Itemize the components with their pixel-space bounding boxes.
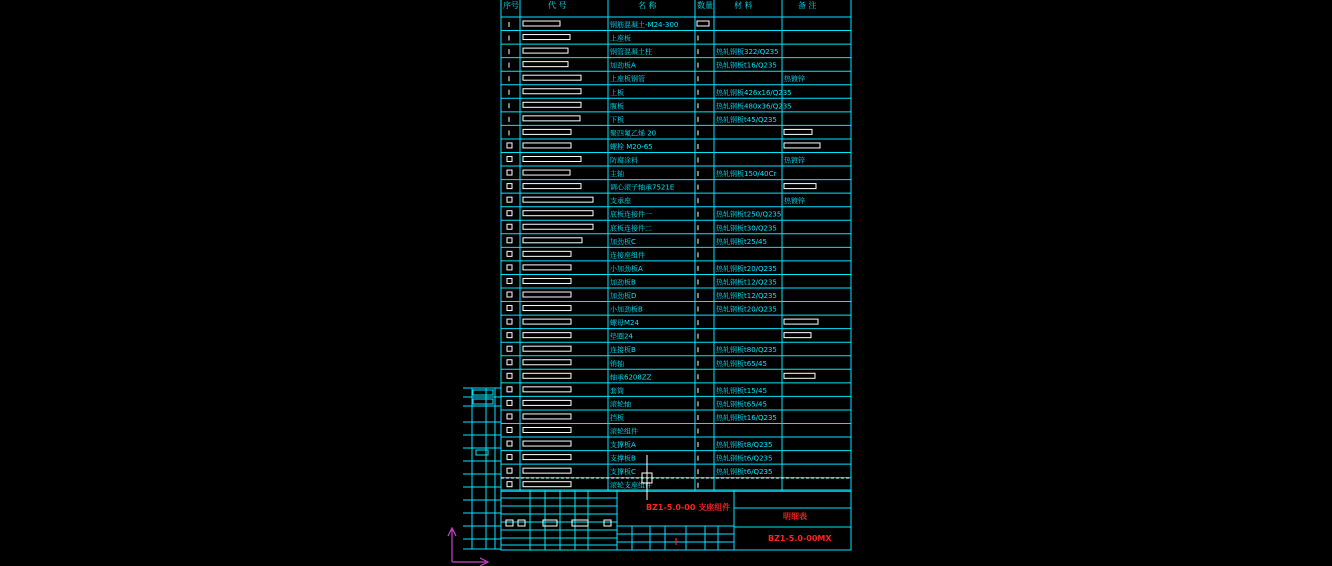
row-material: 热轧钢板t65/45 [716, 400, 767, 409]
row-name: 聚四氟乙烯 20 [610, 129, 657, 138]
row-name: 调心滚子轴承7521E [610, 183, 675, 192]
row-name: 加劲板A [610, 61, 636, 70]
row-name: 上座板 [610, 34, 631, 43]
row-material: 热轧钢板t12/Q235 [716, 292, 777, 300]
row-name: 加劲板B [610, 278, 636, 287]
row-material: 热轧钢板t20/Q235 [716, 264, 777, 273]
row-material: 热轧钢板t45/Q235 [716, 115, 777, 124]
row-material: 热轧钢板t25/45 [716, 237, 767, 246]
row-name: 连接板B [610, 346, 636, 355]
row-material: 热轧钢板t16/Q235 [716, 413, 777, 422]
row-name: 底板连接件二 [610, 224, 652, 233]
row-name: 支撑板B [610, 454, 636, 463]
row-name: 腹板 [610, 102, 624, 111]
row-name: 挡板 [610, 413, 624, 422]
row-name: 小加劲板A [610, 264, 643, 273]
row-material: 热轧钢板t20/Q235 [716, 305, 777, 314]
row-material: 热轧钢板t80/Q235 [716, 346, 777, 355]
header-qty: 数量 [697, 1, 713, 10]
drawing-code: BZ1-5.0-00MX [768, 534, 832, 543]
row-name: 底板连接件一 [610, 210, 652, 219]
row-name: 滚轮组件 [610, 427, 638, 436]
row-name: 销轴 [610, 359, 624, 368]
header-remark: 备 注 [798, 1, 817, 10]
row-name: 套筒 [610, 386, 624, 395]
list-title: 明细表 [783, 512, 807, 521]
row-name: 防腐涂料 [610, 156, 638, 165]
header-material: 材 料 [734, 1, 753, 10]
row-material: 热轧钢板t65/45 [716, 359, 767, 368]
row-material: 热轧钢板t8/Q235 [716, 441, 773, 450]
row-name: 主轴 [610, 170, 624, 179]
row-remark: 热镀锌 [784, 75, 805, 84]
row-material: 热轧钢板t6/Q235 [716, 468, 773, 477]
header-name: 名 称 [638, 1, 657, 10]
row-name: 滚轮支座组件 [610, 481, 652, 490]
row-material: 热轧钢板426x16/Q235 [716, 88, 792, 97]
row-name: 轴承6208ZZ [610, 373, 652, 382]
row-name: 支撑板A [610, 441, 636, 450]
row-name: 上座板钢管 [610, 75, 645, 84]
row-material: 热轧钢板t250/Q235 [716, 210, 782, 219]
row-name: 钢筋混凝土-M24-300 [610, 21, 679, 29]
row-name: 上板 [610, 88, 624, 97]
row-material: 热轧钢板t6/Q235 [716, 454, 773, 463]
row-name: 垫圈24 [610, 332, 633, 341]
row-name: 加劲板C [610, 237, 636, 246]
row-material: 热轧钢板t12/Q235 [716, 278, 777, 287]
header-index: 序号 [503, 1, 519, 10]
row-name: 加劲板D [610, 292, 637, 300]
row-name: 下板 [610, 115, 624, 124]
row-remark: 热镀锌 [784, 197, 805, 206]
row-remark: 热镀锌 [784, 156, 805, 165]
row-name: 支撑板C [610, 468, 636, 477]
row-name: 小加劲板B [610, 305, 643, 314]
row-name: 连接座组件 [610, 251, 645, 260]
row-material: 热轧钢板t16/Q235 [716, 61, 777, 70]
row-name: 钢管混凝土柱 [610, 48, 652, 57]
row-name: 螺母M24 [610, 319, 639, 328]
row-material: 热轧钢板t30/Q235 [716, 224, 777, 233]
row-name: 螺栓 M20-65 [610, 142, 653, 151]
row-material: 热轧钢板t15/45 [716, 386, 767, 395]
row-material: 热轧钢板480x36/Q235 [716, 102, 792, 111]
row-material: 热轧钢板322/Q235 [716, 48, 779, 57]
row-material: 热轧钢板150/40Cr [716, 170, 777, 179]
row-name: 支承座 [610, 197, 631, 206]
row-name: 滚轮轴 [610, 400, 631, 409]
drawing-name: BZ1-5.0-00 支座组件 [646, 503, 731, 512]
header-code: 代 号 [548, 1, 567, 10]
